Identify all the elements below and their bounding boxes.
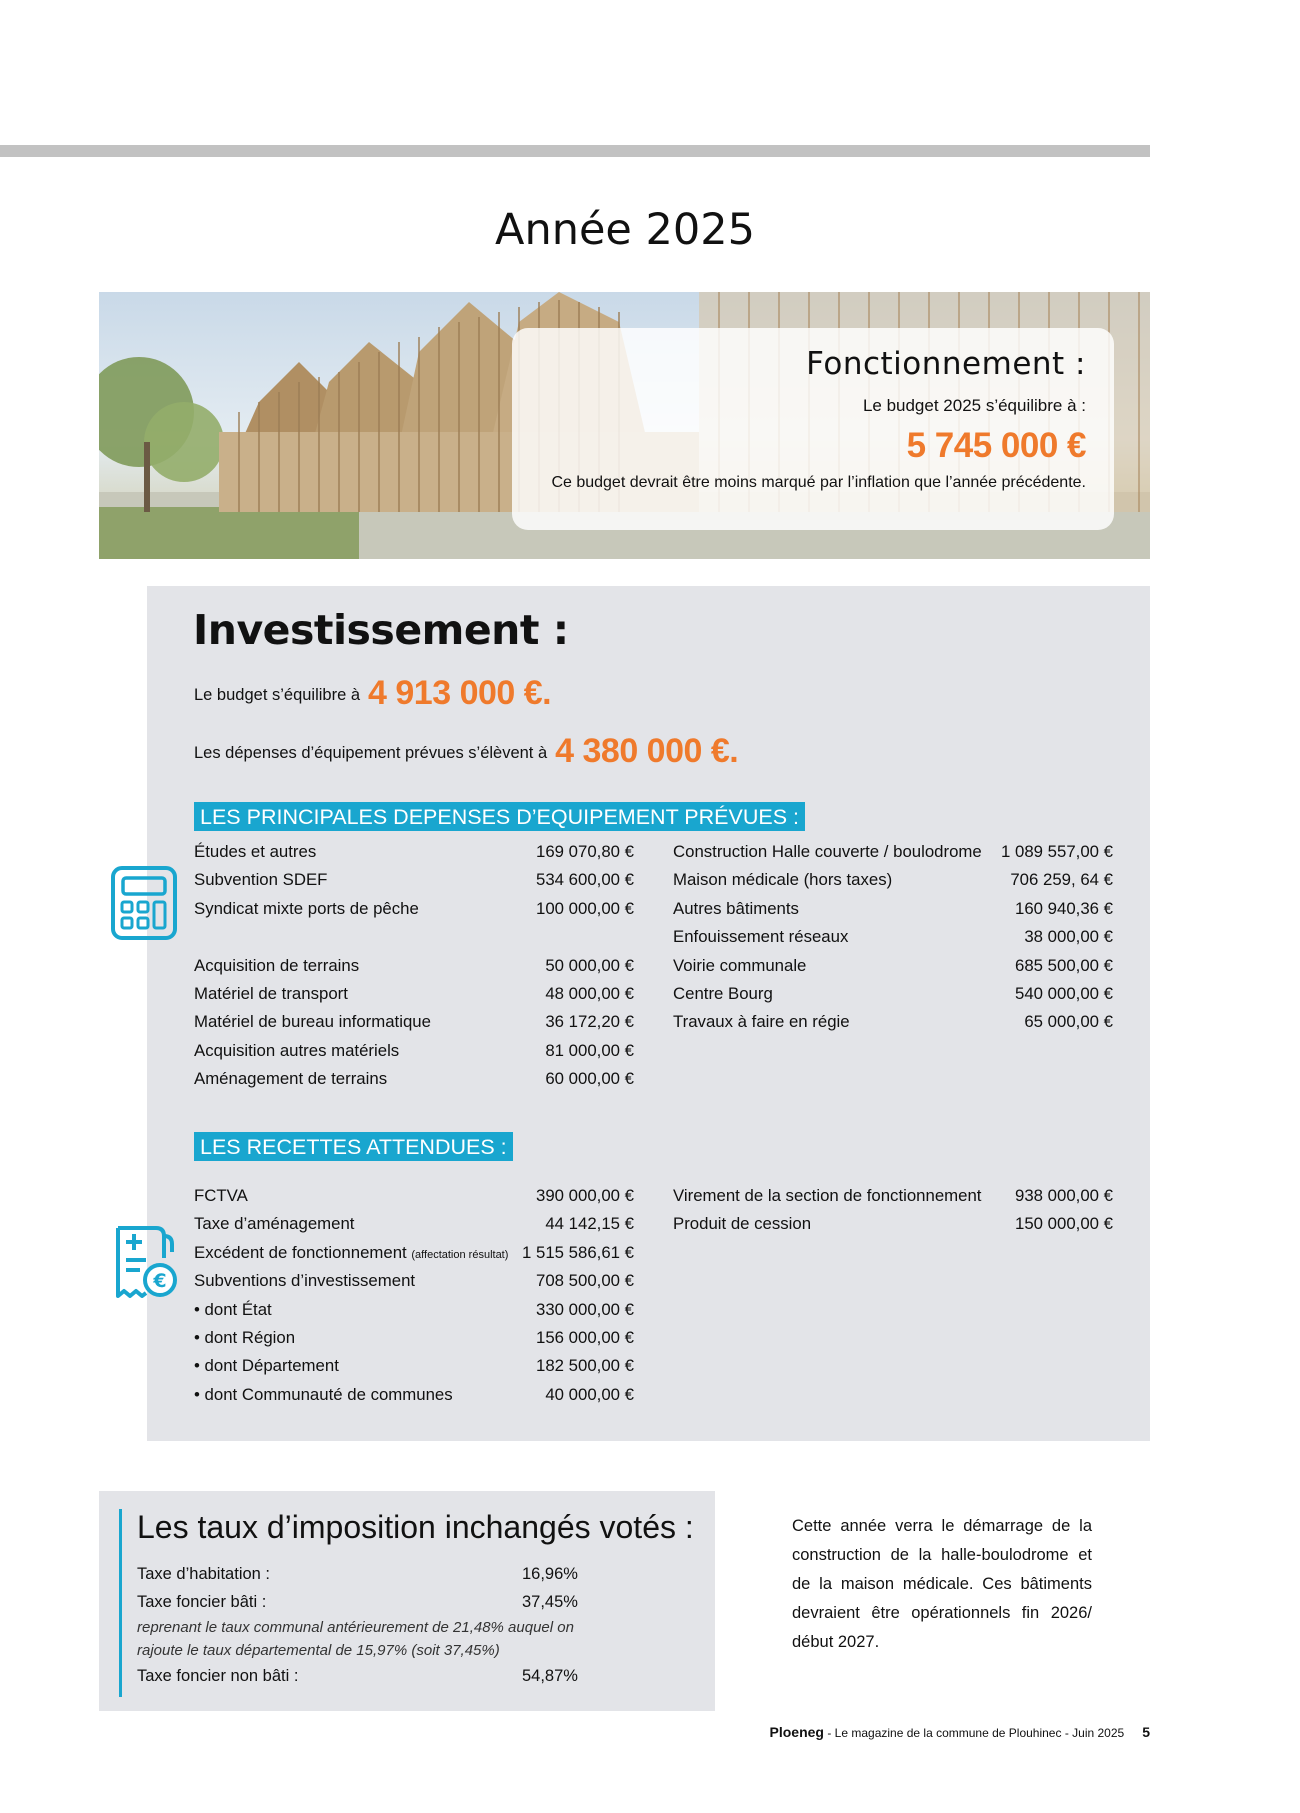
recette-row: Taxe d’aménagement 44 142,15 €: [194, 1214, 634, 1234]
recette-row: Subventions d’investissement 708 500,00 €: [194, 1271, 634, 1291]
page-number: 5: [1142, 1724, 1150, 1740]
fonctionnement-subtitle: Le budget 2025 s’équilibre à :: [862, 396, 1086, 415]
fonctionnement-card: [512, 328, 1114, 530]
investissement-title: Investissement :: [193, 606, 569, 654]
depense-row: Centre Bourg 540 000,00 €: [673, 983, 1113, 1003]
depense-row: Matériel de transport 48 000,00 €: [194, 983, 634, 1003]
depense-row: Acquisition de terrains 50 000,00 €: [194, 955, 634, 975]
depenses-heading: LES PRINCIPALES DEPENSES D’EQUIPEMENT PRÉVUES :: [194, 802, 805, 831]
fonctionnement-note: Ce budget devrait être moins marqué par l’inflation que l’année précédente.: [551, 474, 1086, 491]
taux-list: [137, 1560, 577, 1690]
recettes-right-list: [673, 1182, 1113, 1239]
footer-separator: -: [824, 1726, 835, 1740]
tax-bati-note-2: rajoute le taux départemental de 15,97% (soit 37,45%): [137, 1642, 500, 1659]
investissement-panel: [147, 586, 1150, 1441]
recettes-heading: LES RECETTES ATTENDUES :: [194, 1132, 513, 1161]
fonctionnement-amount: 5 745 000 €: [906, 426, 1086, 465]
tax-row-non-bati: Taxe foncier non bâti : 54,87%: [137, 1667, 578, 1685]
taux-title: Les taux d’imposition inchangés votés :: [137, 1509, 694, 1545]
depense-row: Maison médicale (hors taxes) 706 259, 64 €: [673, 870, 1113, 890]
investissement-budget-line: [194, 674, 551, 713]
recette-row: • dont Communauté de communes 40 000,00 €: [194, 1384, 634, 1404]
top-divider-bar: [0, 145, 1150, 157]
page-footer: [770, 1724, 1150, 1740]
receipt-euro-icon: [110, 1222, 180, 1307]
page-title: Année 2025: [495, 205, 755, 255]
tax-accent-bar: [119, 1509, 122, 1697]
svg-text:€: €: [153, 1270, 167, 1292]
budget-label: Le budget s’équilibre à: [194, 686, 361, 704]
depenses-label: Les dépenses d’équipement prévues s’élèvent à: [194, 744, 548, 762]
depense-row: Acquisition autres matériels 81 000,00 €: [194, 1040, 634, 1060]
recette-row: • dont Département 182 500,00 €: [194, 1356, 634, 1376]
tax-row-habitation: Taxe d’habitation : 16,96%: [137, 1565, 578, 1583]
recette-row: FCTVA 390 000,00 €: [194, 1186, 634, 1205]
fonctionnement-title: Fonctionnement :: [806, 346, 1086, 382]
footer-subtitle: Le magazine de la commune de Plouhinec - Juin 2025: [834, 1726, 1125, 1740]
depense-row: Voirie communale 685 500,00 €: [673, 955, 1113, 975]
budget-amount: 4 913 000 €.: [368, 674, 552, 712]
taux-imposition-box: [99, 1491, 715, 1711]
recette-row: Produit de cession 150 000,00 €: [673, 1214, 1113, 1234]
depenses-left-list: [194, 838, 634, 1094]
depense-row: Études et autres 169 070,80 €: [194, 842, 634, 861]
depense-row: Construction Halle couverte / boulodrome 1 089 557,00 €: [673, 842, 1113, 861]
depense-row: Autres bâtiments 160 940,36 €: [673, 898, 1113, 918]
depense-row: Aménagement de terrains 60 000,00 €: [194, 1069, 634, 1089]
depense-row-spacer: [194, 923, 634, 951]
depense-row: Enfouissement réseaux 38 000,00 €: [673, 927, 1113, 947]
depenses-budget-line: [194, 732, 738, 771]
side-paragraph: Cette année verra le démarrage de la construction de la halle-boulodrome et de la maison médicale. Ces bâtiments devraient être opérationnels fin 2026/ début 2027.: [792, 1517, 1092, 1651]
depenses-right-list: [673, 838, 1113, 1037]
depenses-amount: 4 380 000 €.: [555, 732, 739, 770]
depense-row: Syndicat mixte ports de pêche 100 000,00 €: [194, 898, 634, 918]
recette-row: Virement de la section de fonctionnement 938 000,00 €: [673, 1186, 1113, 1205]
recettes-left-list: [194, 1182, 634, 1409]
depense-row: Subvention SDEF 534 600,00 €: [194, 870, 634, 890]
depense-row: Matériel de bureau informatique 36 172,20 €: [194, 1012, 634, 1032]
tax-row-bati: Taxe foncier bâti : 37,45%: [137, 1593, 578, 1611]
footer-magazine-name: Ploeneg: [769, 1724, 824, 1740]
recette-row: • dont État 330 000,00 €: [194, 1299, 634, 1319]
depense-row: Travaux à faire en régie 65 000,00 €: [673, 1012, 1113, 1032]
recette-row: • dont Région 156 000,00 €: [194, 1327, 634, 1347]
recette-row: Excédent de fonctionnement (affectation résultat) 1 515 586,61 €: [194, 1242, 634, 1262]
tax-bati-note-1: reprenant le taux communal antérieurement de 21,48% auquel on: [137, 1619, 574, 1636]
calculator-icon: [110, 865, 178, 946]
